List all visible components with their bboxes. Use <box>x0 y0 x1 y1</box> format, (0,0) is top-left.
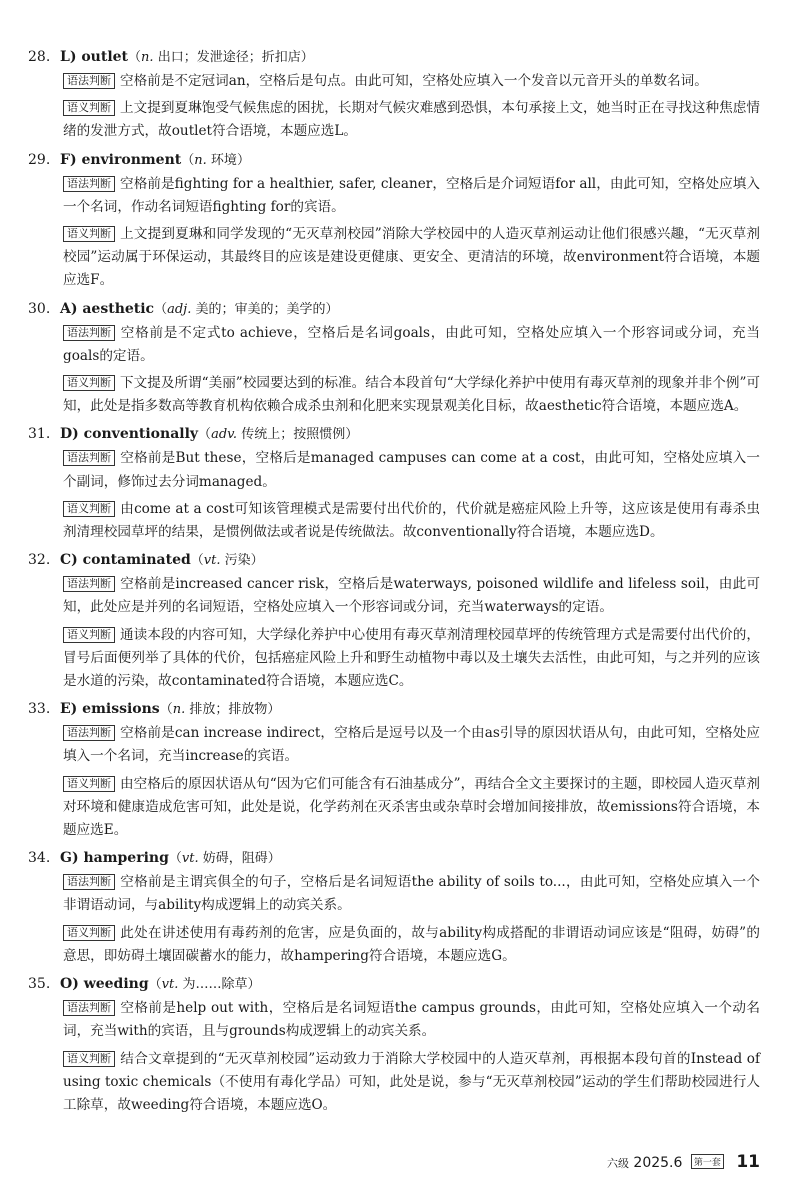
part-of-speech: adj. <box>167 301 192 317</box>
answer-heading <box>28 422 760 447</box>
explanation-text: 此处在讲述使用有毒药剂的危害，应是负面的，故与ability构成搭配的非谓语动词应该是“阻碍，妨碍”的意思，即妨碍土壤固碳蓄水的能力，故hampering符合语境，本题应选G。 <box>63 924 760 964</box>
question-number: 32. <box>28 552 51 569</box>
explanation-paragraph <box>63 922 760 968</box>
answer-word: O) weeding <box>60 976 149 993</box>
answer-item <box>28 548 760 693</box>
explanation-paragraph <box>63 871 760 917</box>
explanation-paragraph <box>63 722 760 768</box>
explanation-text: 结合文章提到的“无灭草剂校园”运动致力于消除大学校园中的人造灭草剂，再根据本段句首的Instead of using toxic chemicals（不使用有毒化学品）可知，此处是说，参与“无灭草剂校园”运动的学生们帮助校园进行人工除草，故weeding符合语境，本题应选O。 <box>63 1050 760 1113</box>
judgement-tag: 语义判断 <box>63 1051 115 1067</box>
answer-word: L) outlet <box>60 49 129 65</box>
explanation-paragraph <box>63 223 760 293</box>
explanation-paragraph <box>63 322 760 368</box>
judgement-tag: 语法判断 <box>63 325 115 341</box>
part-of-speech: vt. <box>161 977 179 993</box>
explanation-text: 上文提到夏琳饱受气候焦虑的困扰，长期对气候灾难感到恐惧，本句承接上文，她当时正在寻找这种焦虑情绪的发泄方式，故outlet符合语境，本题应选L。 <box>63 100 760 140</box>
explanation-paragraph <box>63 173 760 219</box>
question-number: 33. <box>28 701 51 718</box>
answer-explanations <box>28 45 760 1121</box>
question-number: 29. <box>28 151 51 168</box>
gloss-text: 为……除草 <box>182 977 248 993</box>
answer-heading <box>28 297 760 322</box>
explanation-paragraph <box>63 447 760 493</box>
part-of-speech: n. <box>141 50 154 65</box>
judgement-tag: 语义判断 <box>63 501 115 517</box>
word-gloss: （vt. 为……除草） <box>148 977 261 993</box>
explanation-paragraph <box>63 1048 760 1118</box>
answer-word: C) contaminated <box>60 552 191 569</box>
answer-heading <box>28 148 760 173</box>
answer-word: A) aesthetic <box>60 300 155 317</box>
explanation-text: 空格前是help out with，空格后是名词短语the campus grounds，由此可知，空格处应填入一个动名词，充当with的宾语，且与grounds构成逻辑上的动宾关系。 <box>63 1000 760 1040</box>
answer-heading <box>28 846 760 871</box>
explanation-text: 由空格后的原因状语从句“因为它们可能含有石油基成分”，再结合全文主要探讨的主题，即校园人造灭草剂对环境和健康造成危害可知，此处是说，化学药剂在灭杀害虫或杂草时会增加间接排放，故emissions符合语境，本题应选E。 <box>63 775 760 839</box>
exam-level: 六级 <box>606 1157 629 1170</box>
gloss-text: 污染 <box>224 553 251 569</box>
explanation-paragraph <box>63 70 760 93</box>
answer-item <box>28 422 760 544</box>
question-number: 28. <box>28 49 51 65</box>
page-number: 11 <box>736 1152 760 1172</box>
explanation-paragraph <box>63 97 760 143</box>
judgement-tag: 语义判断 <box>63 100 115 116</box>
explanation-text: 空格前是increased cancer risk，空格后是waterways, poisoned wildlife and lifeless soil，由此可知，此处应是并列的名词短语，空格处应填入一个形容词或分词，充当waterways的定语。 <box>63 576 760 616</box>
answer-heading <box>28 972 760 997</box>
answer-item <box>28 45 760 144</box>
explanation-text: 空格前是can increase indirect，空格后是逗号以及一个由as引导的原因状语从句，由此可知，空格处应填入一个名词，充当increase的宾语。 <box>63 725 760 765</box>
judgement-tag: 语法判断 <box>63 176 115 192</box>
answer-word: D) conventionally <box>60 426 199 443</box>
judgement-tag: 语法判断 <box>63 576 115 592</box>
word-gloss: （vt. 妨碍，阻碍） <box>168 851 281 867</box>
explanation-text: 空格前是主谓宾俱全的句子，空格后是名词短语the ability of soils to...，由此可知，空格处应填入一个非谓语动词，与ability构成逻辑上的动宾关系。 <box>63 874 760 914</box>
word-gloss: （n. 出口；发泄途径；折扣店） <box>128 50 314 65</box>
word-gloss: （vt. 污染） <box>190 553 264 569</box>
part-of-speech: n. <box>172 702 186 718</box>
part-of-speech: n. <box>194 152 207 168</box>
question-number: 30. <box>28 300 51 317</box>
explanation-paragraph <box>63 997 760 1043</box>
answer-item <box>28 846 760 968</box>
volume-badge: 第一套 <box>691 1154 724 1169</box>
judgement-tag: 语法判断 <box>63 874 115 890</box>
explanation-text: 由come at a cost可知该管理模式是需要付出代价的，代价就是癌症风险上升等，这应该是使用有毒杀虫剂清理校园草坪的结果，是惯例做法或者说是传统做法。故conventionally符合语境，本题应选D。 <box>63 500 760 541</box>
answer-heading <box>28 697 760 722</box>
gloss-text: 美的；审美的；美学的 <box>195 301 326 317</box>
judgement-tag: 语义判断 <box>63 226 115 242</box>
gloss-text: 出口；发泄途径；折扣店 <box>157 50 301 65</box>
explanation-text: 空格前是不定冠词an，空格后是句点。由此可知，空格处应填入一个发音以元音开头的单数名词。 <box>120 73 708 89</box>
answer-heading <box>28 548 760 573</box>
explanation-text: 通读本段的内容可知，大学绿化养护中心使用有毒灭草剂清理校园草坪的传统管理方式是需要付出代价的，冒号后面便列举了具体的代价，包括癌症风险上升和野生动植物中毒以及土壤失去活性，由此可知，与之并列的应该是水道的污染，故contaminated符合语境，本题应选C。 <box>63 626 760 690</box>
word-gloss: （n. 环境） <box>181 152 250 168</box>
judgement-tag: 语法判断 <box>63 450 115 466</box>
page-footer <box>607 1152 760 1172</box>
word-gloss: （adj. 美的；审美的；美学的） <box>154 301 339 317</box>
judgement-tag: 语义判断 <box>63 776 115 792</box>
answer-item <box>28 297 760 419</box>
judgement-tag: 语法判断 <box>63 1000 115 1016</box>
part-of-speech: vt. <box>203 553 221 569</box>
gloss-text: 环境 <box>210 152 237 168</box>
explanation-paragraph <box>63 773 760 843</box>
explanation-text: 空格前是不定式to achieve，空格后是名词goals，由此可知，空格处应填入一个形容词或分词，充当goals的定语。 <box>63 324 760 364</box>
gloss-text: 妨碍，阻碍 <box>202 851 268 867</box>
part-of-speech: adv. <box>211 427 238 443</box>
part-of-speech: vt. <box>181 851 199 867</box>
explanation-text: 空格前是fighting for a healthier, safer, cleaner，空格后是介词短语for all，由此可知，空格处应填入一个名词，作动名词短语fighting for的宾语。 <box>63 175 760 215</box>
answer-item <box>28 697 760 842</box>
answer-item <box>28 972 760 1117</box>
answer-heading <box>28 45 760 70</box>
answer-word: G) hampering <box>60 850 169 867</box>
question-number: 31. <box>28 426 51 443</box>
judgement-tag: 语法判断 <box>63 73 115 89</box>
explanation-paragraph <box>63 498 760 544</box>
judgement-tag: 语义判断 <box>63 375 115 391</box>
judgement-tag: 语义判断 <box>63 627 115 643</box>
answer-word: F) environment <box>60 151 182 168</box>
explanation-text: 空格前是But these，空格后是managed campuses can come at a cost，由此可知，空格处应填入一个副词，修饰过去分词managed。 <box>63 450 760 490</box>
explanation-paragraph <box>63 624 760 694</box>
word-gloss: （n. 排放；排放物） <box>159 702 281 718</box>
question-number: 35. <box>28 976 51 993</box>
answer-word: E) emissions <box>60 701 160 718</box>
exam-date: 2025.6 <box>633 1155 683 1171</box>
explanation-paragraph <box>63 372 760 418</box>
judgement-tag: 语法判断 <box>63 725 115 741</box>
judgement-tag: 语义判断 <box>63 925 115 941</box>
gloss-text: 传统上；按照惯例 <box>241 427 346 443</box>
answer-item <box>28 148 760 293</box>
explanation-text: 上文提到夏琳和同学发现的“无灭草剂校园”消除大学校园中的人造灭草剂运动让他们很感兴趣，“无灭草剂校园”运动属于环保运动，其最终目的应该是建设更健康、更安全、更清洁的环境，故environment符合语境，本题应选F。 <box>63 226 760 289</box>
question-number: 34. <box>28 850 51 867</box>
word-gloss: （adv. 传统上；按照惯例） <box>198 427 359 443</box>
explanation-text: 下文提及所谓“美丽”校园要达到的标准。结合本段首句“大学绿化养护中使用有毒灭草剂的现象并非个例”可知，此处是指多数高等教育机构依赖合成杀虫剂和化肥来实现景观美化目标，故aesthetic符合语境，本题应选A。 <box>63 375 760 415</box>
explanation-paragraph <box>63 573 760 619</box>
gloss-text: 排放；排放物 <box>189 702 268 718</box>
